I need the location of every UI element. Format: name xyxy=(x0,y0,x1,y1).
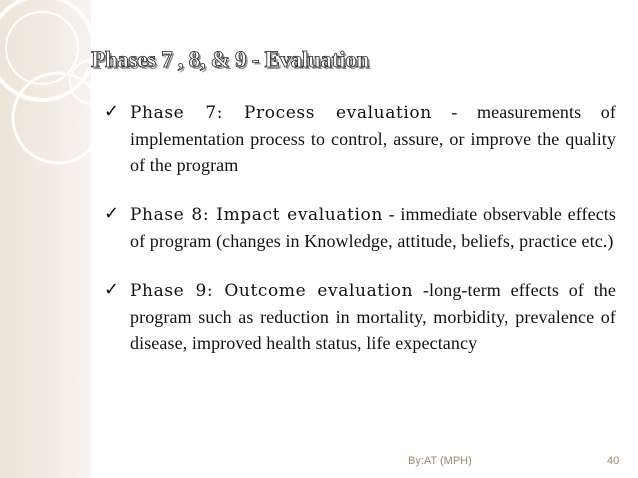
decorative-circle-lower xyxy=(13,73,103,163)
bullet-text xyxy=(130,201,616,254)
checkmark-icon: ✓ xyxy=(104,101,120,122)
bullet-phase-8 xyxy=(104,201,616,254)
decorative-circle-large xyxy=(0,0,94,100)
slide-title: Phases 7 , 8, & 9 - Evaluation xyxy=(91,47,369,72)
phase-description: - measurements of implementation process to control, assure, or improve the quality of the program xyxy=(130,102,616,175)
phase-description: - immediate observable effects of program (changes in Knowledge, attitude, beliefs, practice etc.) xyxy=(130,204,617,251)
bullet-phase-7 xyxy=(104,99,616,178)
checkmark-icon: ✓ xyxy=(104,203,120,224)
bullet-text xyxy=(130,99,616,178)
bullet-text xyxy=(130,277,616,356)
footer-author: By:AT (MPH) xyxy=(408,455,472,467)
decorative-circles xyxy=(0,0,120,200)
bullet-phase-9 xyxy=(104,277,616,356)
page-number: 40 xyxy=(607,455,620,467)
checkmark-icon: ✓ xyxy=(104,279,120,300)
phase-heading: Phase 7: Process evaluation xyxy=(130,103,432,123)
phase-heading: Phase 9: Outcome evaluation xyxy=(130,281,414,301)
phase-heading: Phase 8: Impact evaluation xyxy=(130,205,383,225)
bullet-list xyxy=(104,99,616,379)
phase-description: -long-term effects of the program such as reduction in mortality, morbidity, prevalence of disease, improved health status, life expectancy xyxy=(130,280,616,353)
